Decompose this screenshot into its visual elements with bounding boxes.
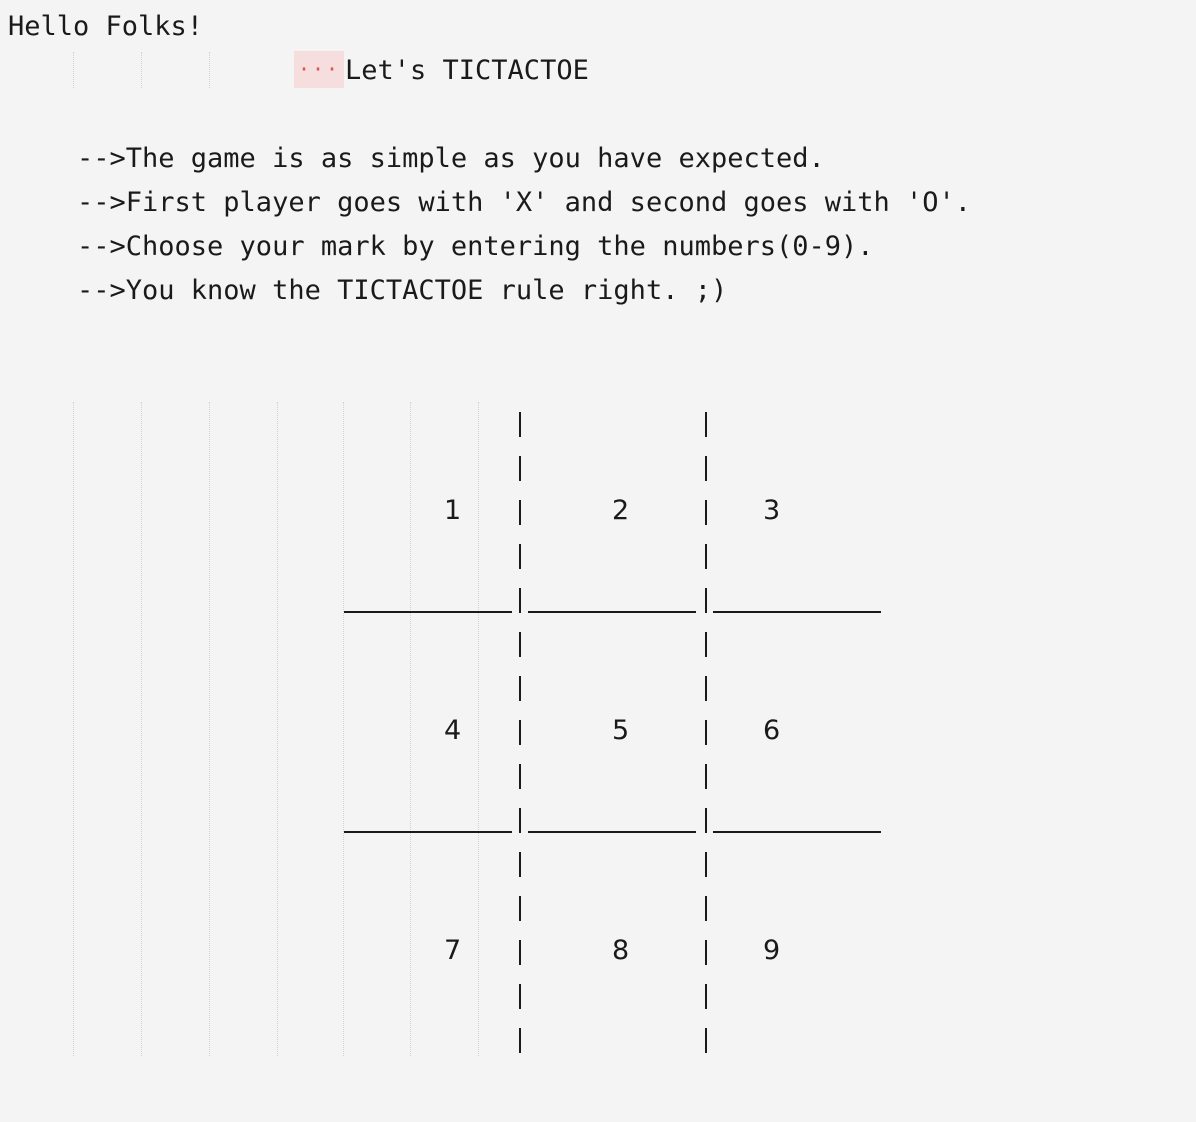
board-vertical-bar [705, 500, 707, 525]
board-vertical-bar [519, 500, 521, 525]
board-vertical-bar [519, 940, 521, 965]
indent-guide [141, 52, 142, 88]
board-cell: 4 [444, 715, 462, 746]
board-vertical-bar [519, 544, 521, 569]
board-vertical-bar [519, 764, 521, 789]
board-cell: 2 [612, 495, 630, 526]
rule-line: -->You know the TICTACTOE rule right. ;) [77, 275, 728, 306]
board-cell: 8 [612, 935, 630, 966]
board-vertical-bar [705, 632, 707, 657]
board-vertical-bar [519, 1028, 521, 1053]
board-horizontal-line [528, 831, 696, 833]
board-cell: 1 [444, 495, 462, 526]
board-vertical-bar [519, 852, 521, 877]
board-vertical-bar [705, 720, 707, 745]
rule-line: -->The game is as simple as you have expected. [77, 143, 825, 174]
board-cell: 5 [612, 715, 630, 746]
board-vertical-bar [519, 676, 521, 701]
indent-guide [410, 402, 411, 1056]
indent-guide [73, 52, 74, 88]
board-horizontal-line [344, 611, 512, 613]
board-vertical-bar [705, 588, 707, 613]
board-vertical-bar [519, 588, 521, 613]
board-horizontal-line [713, 831, 881, 833]
board-vertical-bar [705, 852, 707, 877]
indent-guide [478, 402, 479, 1056]
board-vertical-bar [705, 764, 707, 789]
board-vertical-bar [705, 940, 707, 965]
board-horizontal-line [713, 611, 881, 613]
board-vertical-bar [705, 544, 707, 569]
indent-guide [277, 402, 278, 1056]
board-vertical-bar [519, 456, 521, 481]
board-vertical-bar [519, 896, 521, 921]
rule-line: -->Choose your mark by entering the numbers(0-9). [77, 231, 874, 262]
board-horizontal-line [528, 611, 696, 613]
indent-guide [73, 402, 74, 1056]
board-cell: 6 [763, 715, 781, 746]
whitespace-marker: ··· [294, 51, 344, 88]
board-cell: 9 [763, 935, 781, 966]
board-vertical-bar [705, 1028, 707, 1053]
indent-guide [141, 402, 142, 1056]
title-line: Let's TICTACTOE [345, 55, 589, 86]
board-vertical-bar [705, 808, 707, 833]
greeting-line: Hello Folks! [8, 11, 204, 42]
board-cell: 3 [763, 495, 781, 526]
board-vertical-bar [705, 896, 707, 921]
board-horizontal-line [344, 831, 512, 833]
board-vertical-bar [705, 412, 707, 437]
rule-line: -->First player goes with 'X' and second goes with 'O'. [77, 187, 972, 218]
indent-guide [209, 402, 210, 1056]
board-vertical-bar [519, 412, 521, 437]
board-vertical-bar [519, 720, 521, 745]
board-vertical-bar [519, 984, 521, 1009]
board-vertical-bar [519, 808, 521, 833]
indent-guide [209, 52, 210, 88]
board-vertical-bar [519, 632, 521, 657]
board-vertical-bar [705, 984, 707, 1009]
indent-guide [343, 402, 344, 1056]
board-vertical-bar [705, 456, 707, 481]
board-cell: 7 [444, 935, 462, 966]
board-vertical-bar [705, 676, 707, 701]
